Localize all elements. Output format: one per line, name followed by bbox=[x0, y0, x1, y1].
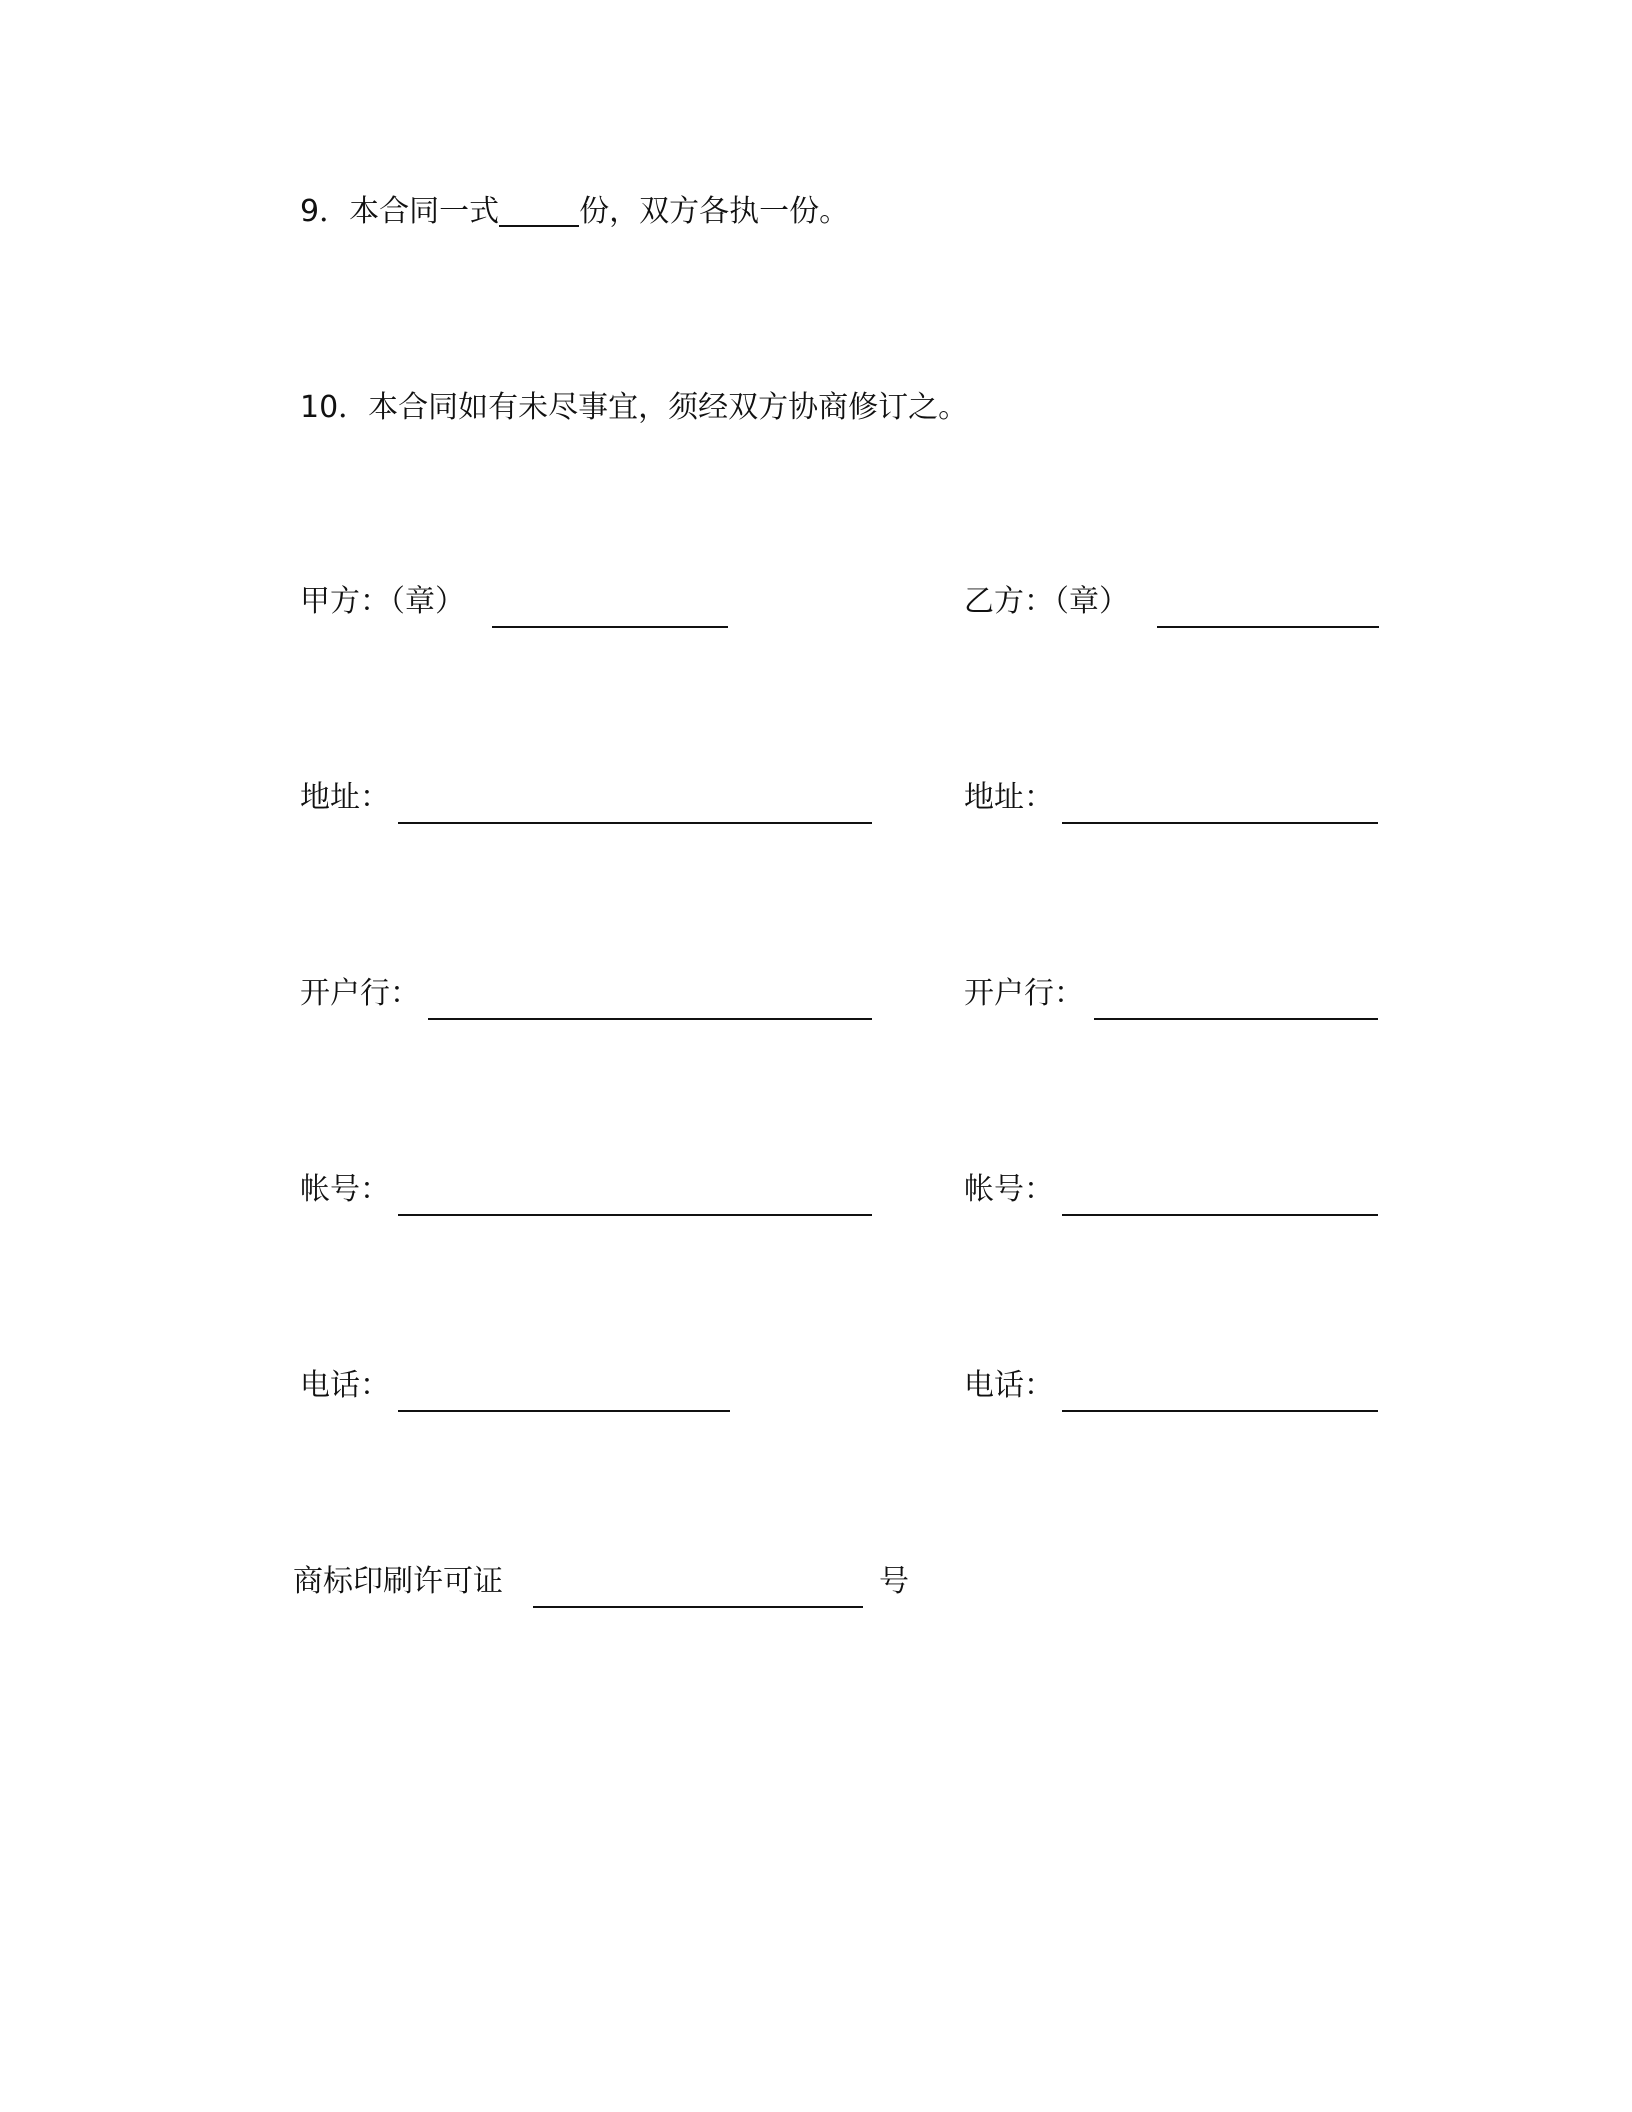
clause-10 bbox=[300, 388, 968, 428]
copies-blank[interactable] bbox=[499, 201, 579, 227]
party-a-bank-field bbox=[300, 974, 874, 1014]
party-b-seal-field bbox=[964, 582, 1380, 622]
party-b-account-field bbox=[964, 1170, 1380, 1210]
party-a-seal-label: 甲方：（章） bbox=[300, 584, 465, 619]
party-a-address-line[interactable] bbox=[398, 822, 872, 824]
party-a-seal-line[interactable] bbox=[492, 626, 728, 628]
party-b-bank-field bbox=[964, 974, 1380, 1014]
party-a-phone-field bbox=[300, 1366, 732, 1406]
party-b-phone-line[interactable] bbox=[1062, 1410, 1378, 1412]
license-label: 商标印刷许可证 bbox=[293, 1564, 503, 1599]
clause-10-text: 10．本合同如有未尽事宜，须经双方协商修订之。 bbox=[300, 390, 969, 425]
party-b-bank-label: 开户行： bbox=[964, 976, 1084, 1011]
party-b-address-field bbox=[964, 778, 1380, 818]
party-b-address-label: 地址： bbox=[964, 780, 1054, 815]
party-b-phone-field bbox=[964, 1366, 1380, 1406]
party-a-account-label: 帐号： bbox=[300, 1172, 390, 1207]
party-b-seal-line[interactable] bbox=[1157, 626, 1379, 628]
clause-9 bbox=[300, 192, 849, 232]
party-b-seal-label: 乙方：（章） bbox=[964, 584, 1129, 619]
party-a-address-label: 地址： bbox=[300, 780, 390, 815]
party-a-phone-label: 电话： bbox=[300, 1368, 390, 1403]
license-field bbox=[293, 1562, 933, 1602]
party-b-account-label: 帐号： bbox=[964, 1172, 1054, 1207]
party-a-account-line[interactable] bbox=[398, 1214, 872, 1216]
party-a-bank-label: 开户行： bbox=[300, 976, 420, 1011]
party-b-phone-label: 电话： bbox=[964, 1368, 1054, 1403]
party-a-phone-line[interactable] bbox=[398, 1410, 730, 1412]
clause-9-text-before: 9．本合同一式 bbox=[300, 194, 500, 229]
party-a-account-field bbox=[300, 1170, 874, 1210]
license-number-line[interactable] bbox=[533, 1606, 863, 1608]
party-a-seal-field bbox=[300, 582, 732, 622]
license-suffix: 号 bbox=[879, 1564, 909, 1599]
party-b-account-line[interactable] bbox=[1062, 1214, 1378, 1216]
party-a-bank-line[interactable] bbox=[428, 1018, 872, 1020]
party-b-address-line[interactable] bbox=[1062, 822, 1378, 824]
party-b-bank-line[interactable] bbox=[1094, 1018, 1378, 1020]
party-a-address-field bbox=[300, 778, 874, 818]
clause-9-text-after: 份，双方各执一份。 bbox=[579, 194, 850, 229]
